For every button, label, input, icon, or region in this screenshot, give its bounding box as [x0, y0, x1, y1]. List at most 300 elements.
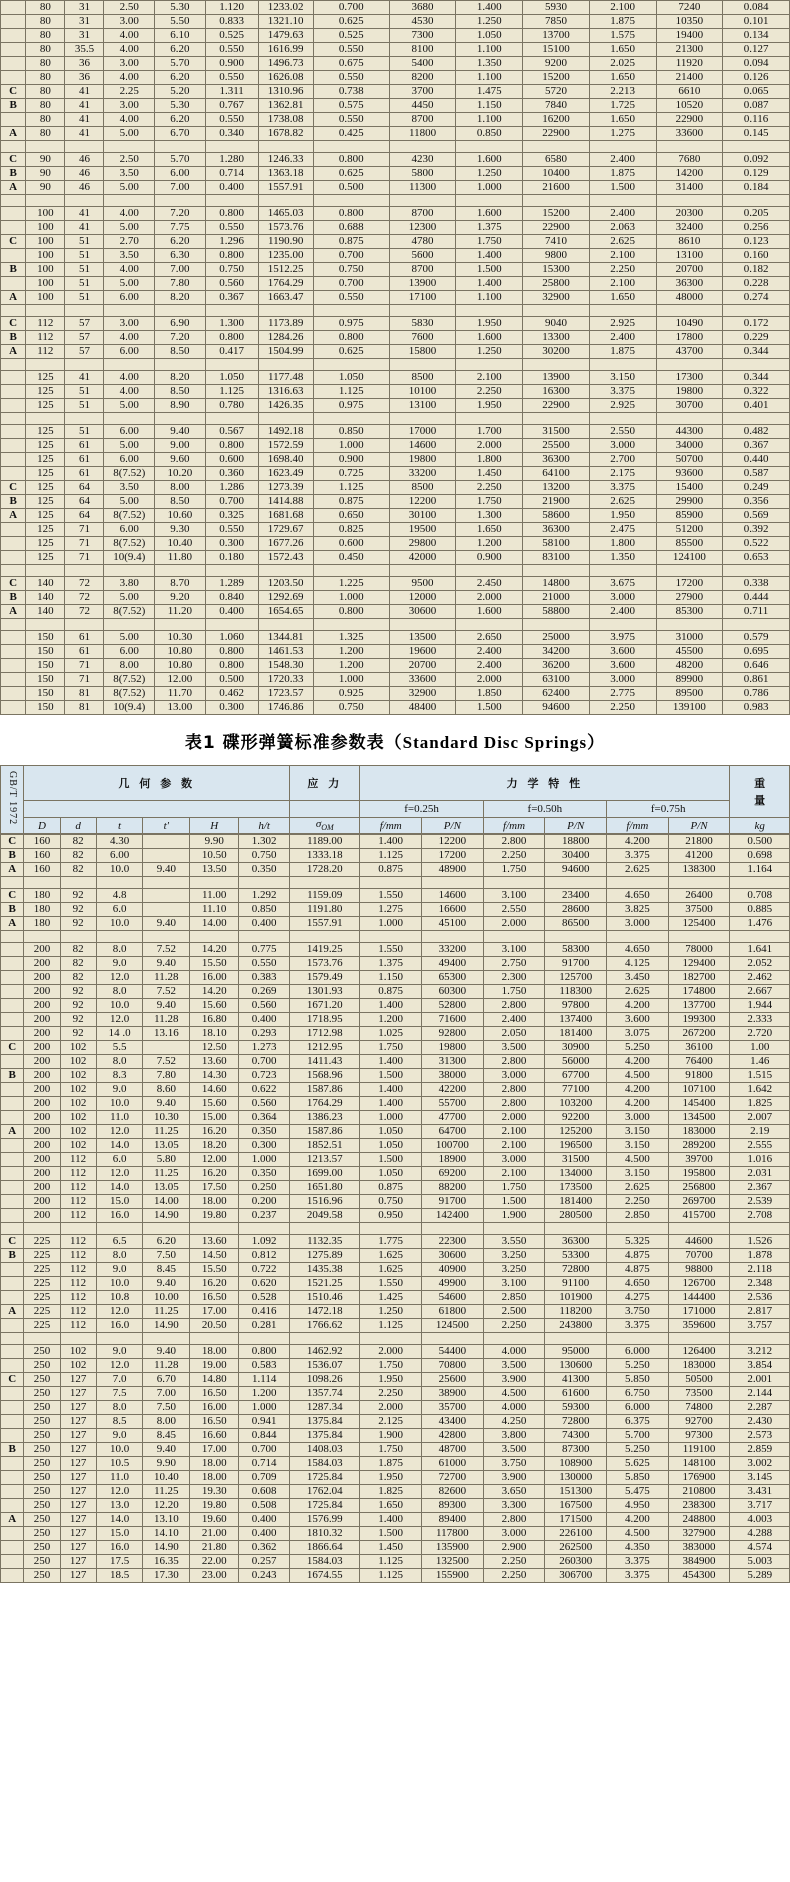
data-cell: 2.100: [589, 1, 656, 15]
spacer-cell: [656, 195, 723, 207]
data-cell: 1.000: [313, 439, 389, 453]
group-cell: [1, 523, 26, 537]
data-cell: 5.475: [607, 1485, 669, 1499]
data-cell: 5.80: [143, 1153, 190, 1167]
data-cell: 2.555: [730, 1139, 790, 1153]
spacer-cell: [313, 305, 389, 317]
data-cell: 3.250: [483, 1263, 545, 1277]
data-cell: 127: [60, 1429, 96, 1443]
table-row: [1, 659, 790, 673]
data-cell: 2.800: [483, 1083, 545, 1097]
data-cell: 0.364: [239, 1111, 290, 1125]
data-cell: 1.286: [205, 481, 258, 495]
data-cell: 359600: [668, 1319, 730, 1333]
spacer-cell: [483, 931, 545, 943]
group-cell: [1, 453, 26, 467]
data-cell: 0.356: [723, 495, 790, 509]
group-cell: B: [1, 263, 26, 277]
data-cell: 14.0: [96, 1513, 143, 1527]
data-cell: 72: [65, 591, 104, 605]
data-cell: 7.00: [155, 263, 206, 277]
data-cell: 125: [26, 551, 65, 565]
data-cell: 103200: [545, 1097, 607, 1111]
spacer-cell: [26, 565, 65, 577]
spacer-cell: [483, 877, 545, 889]
data-cell: 15.50: [190, 957, 239, 971]
data-cell: 28600: [545, 903, 607, 917]
data-cell: 10.20: [155, 467, 206, 481]
data-cell: 74300: [545, 1429, 607, 1443]
spacer-cell: [26, 195, 65, 207]
data-cell: 47700: [422, 1111, 484, 1125]
data-cell: 80: [26, 71, 65, 85]
data-cell: 1548.30: [258, 659, 313, 673]
data-cell: 5.30: [155, 1, 206, 15]
data-cell: 60300: [422, 985, 484, 999]
spacer-cell: [589, 305, 656, 317]
spec-table-bottom: [0, 834, 790, 1583]
data-cell: 0.625: [313, 345, 389, 359]
data-cell: 1411.43: [290, 1055, 360, 1069]
data-cell: 1.825: [730, 1097, 790, 1111]
data-cell: 2.750: [483, 957, 545, 971]
data-cell: 0.205: [723, 207, 790, 221]
data-cell: 38900: [422, 1387, 484, 1401]
data-cell: 0.775: [239, 943, 290, 957]
data-cell: 5.00: [104, 439, 155, 453]
data-cell: 92: [60, 1027, 96, 1041]
data-cell: 2.573: [730, 1429, 790, 1443]
data-cell: 226100: [545, 1527, 607, 1541]
data-cell: 124100: [656, 551, 723, 565]
data-cell: 5.00: [104, 181, 155, 195]
weight-line1: 重: [754, 776, 766, 790]
data-cell: 4.00: [104, 263, 155, 277]
data-cell: 4.200: [607, 999, 669, 1013]
data-cell: 1357.74: [290, 1387, 360, 1401]
data-cell: 19.80: [190, 1499, 239, 1513]
data-cell: 21300: [656, 43, 723, 57]
spacer-cell: [313, 141, 389, 153]
data-cell: 0.625: [313, 15, 389, 29]
table-row: [1, 1195, 790, 1209]
data-cell: 71: [65, 537, 104, 551]
data-cell: 8.50: [155, 385, 206, 399]
data-cell: 112: [60, 1181, 96, 1195]
data-cell: 6.20: [143, 1235, 190, 1249]
data-cell: 10.30: [155, 631, 206, 645]
spacer-cell: [456, 359, 523, 371]
data-cell: 6.375: [607, 1415, 669, 1429]
data-cell: 72800: [545, 1263, 607, 1277]
data-cell: 1.750: [483, 985, 545, 999]
data-cell: 18.10: [190, 1027, 239, 1041]
data-cell: 6.20: [155, 71, 206, 85]
data-cell: 6.750: [607, 1387, 669, 1401]
data-cell: 10400: [523, 167, 590, 181]
spacer-cell: [24, 931, 60, 943]
data-cell: 0.833: [205, 15, 258, 29]
data-cell: 89500: [656, 687, 723, 701]
data-cell: 30400: [545, 849, 607, 863]
data-cell: 1510.46: [290, 1291, 360, 1305]
data-cell: 7.75: [155, 221, 206, 235]
data-cell: 248800: [668, 1513, 730, 1527]
table-row: [1, 277, 790, 291]
data-cell: 8(7.52): [104, 687, 155, 701]
data-cell: 200: [24, 1139, 60, 1153]
data-cell: 2.287: [730, 1401, 790, 1415]
data-cell: 3.450: [607, 971, 669, 985]
table-row: [1, 71, 790, 85]
data-cell: 1132.35: [290, 1235, 360, 1249]
table-row: [1, 1139, 790, 1153]
data-cell: 14.30: [190, 1069, 239, 1083]
data-cell: 2.550: [483, 903, 545, 917]
group-cell: B: [1, 167, 26, 181]
data-cell: 0.184: [723, 181, 790, 195]
data-cell: 41: [65, 371, 104, 385]
spacer-cell: [1, 931, 24, 943]
spacer-cell: [545, 1223, 607, 1235]
data-cell: 102: [60, 1041, 96, 1055]
data-cell: 14200: [656, 167, 723, 181]
data-cell: 0.400: [239, 1527, 290, 1541]
data-cell: 25500: [523, 439, 590, 453]
data-cell: 125: [26, 481, 65, 495]
table-row: [1, 1263, 790, 1277]
table-row: [1, 1569, 790, 1583]
data-cell: 1.650: [589, 43, 656, 57]
data-cell: 3.50: [104, 481, 155, 495]
data-cell: 0.583: [239, 1359, 290, 1373]
table-row: [1, 1167, 790, 1181]
data-cell: 17000: [389, 425, 456, 439]
group-cell: [1, 1167, 24, 1181]
data-cell: 2.250: [589, 263, 656, 277]
data-cell: 3.212: [730, 1345, 790, 1359]
data-cell: 13.10: [143, 1513, 190, 1527]
data-cell: 174800: [668, 985, 730, 999]
data-cell: 9.0: [96, 1083, 143, 1097]
data-cell: 200: [24, 957, 60, 971]
data-cell: 3.375: [607, 1319, 669, 1333]
group-cell: [1, 385, 26, 399]
data-cell: 1.400: [360, 1055, 422, 1069]
data-cell: 0.300: [205, 537, 258, 551]
group-cell: [1, 943, 24, 957]
data-cell: 8.0: [96, 943, 143, 957]
data-cell: 51: [65, 263, 104, 277]
data-cell: 61: [65, 453, 104, 467]
spacer-cell: [656, 359, 723, 371]
data-cell: 0.416: [239, 1305, 290, 1319]
spacer-cell: [26, 305, 65, 317]
data-cell: 1.878: [730, 1249, 790, 1263]
data-cell: 0.300: [205, 701, 258, 715]
data-cell: 0.383: [239, 971, 290, 985]
spacer-cell: [589, 195, 656, 207]
data-cell: 1.500: [456, 701, 523, 715]
data-cell: 2.400: [589, 605, 656, 619]
data-cell: 1.944: [730, 999, 790, 1013]
data-cell: 0.711: [723, 605, 790, 619]
spacer-cell: [239, 931, 290, 943]
data-cell: 1292.69: [258, 591, 313, 605]
data-cell: 13300: [523, 331, 590, 345]
data-cell: 1.400: [360, 1097, 422, 1111]
data-cell: 11300: [389, 181, 456, 195]
data-cell: 1728.20: [290, 863, 360, 877]
data-cell: 72: [65, 605, 104, 619]
data-cell: 125: [26, 509, 65, 523]
data-cell: 1.900: [360, 1429, 422, 1443]
data-cell: 1426.35: [258, 399, 313, 413]
data-cell: 18.20: [190, 1139, 239, 1153]
data-cell: 119100: [668, 1443, 730, 1457]
data-cell: 0.825: [313, 523, 389, 537]
data-cell: 1.289: [205, 577, 258, 591]
group-cell: [1, 15, 26, 29]
data-cell: 0.362: [239, 1541, 290, 1555]
data-cell: 260300: [545, 1555, 607, 1569]
data-cell: 0.500: [205, 673, 258, 687]
data-cell: 1.575: [589, 29, 656, 43]
data-cell: 3.000: [483, 1153, 545, 1167]
data-cell: 82: [60, 943, 96, 957]
data-cell: 2.100: [456, 371, 523, 385]
data-cell: 112: [26, 317, 65, 331]
data-cell: 0.714: [205, 167, 258, 181]
group-cell: [1, 1555, 24, 1569]
spacer-cell: [589, 141, 656, 153]
data-cell: 1465.03: [258, 207, 313, 221]
data-cell: 4.875: [607, 1249, 669, 1263]
data-cell: 5.00: [104, 591, 155, 605]
data-cell: 1.950: [456, 317, 523, 331]
data-cell: 250: [24, 1345, 60, 1359]
data-cell: 71: [65, 523, 104, 537]
data-cell: 210800: [668, 1485, 730, 1499]
spacer-cell: [143, 931, 190, 943]
spacer-cell: [656, 413, 723, 425]
data-cell: 0.550: [205, 523, 258, 537]
data-cell: 102: [60, 1125, 96, 1139]
data-cell: 7.0: [96, 1373, 143, 1387]
data-cell: 108900: [545, 1457, 607, 1471]
data-cell: 0.092: [723, 153, 790, 167]
data-cell: 7410: [523, 235, 590, 249]
data-cell: 6580: [523, 153, 590, 167]
data-cell: 2.800: [483, 999, 545, 1013]
spacer-cell: [239, 1333, 290, 1345]
data-cell: 107100: [668, 1083, 730, 1097]
data-cell: 5.00: [104, 277, 155, 291]
data-cell: 10.30: [143, 1111, 190, 1125]
table-spacer-row: [1, 413, 790, 425]
data-cell: 17100: [389, 291, 456, 305]
spacer-cell: [730, 877, 790, 889]
data-cell: 25600: [422, 1373, 484, 1387]
data-cell: 45100: [422, 917, 484, 931]
data-cell: 15200: [523, 71, 590, 85]
data-cell: 1654.65: [258, 605, 313, 619]
data-cell: 4.500: [483, 1387, 545, 1401]
data-cell: 0.875: [360, 863, 422, 877]
group-cell: A: [1, 509, 26, 523]
data-cell: 5.250: [607, 1041, 669, 1055]
data-cell: 5.00: [104, 495, 155, 509]
data-cell: 3.002: [730, 1457, 790, 1471]
data-cell: 1699.00: [290, 1167, 360, 1181]
data-cell: 19500: [389, 523, 456, 537]
data-cell: 16.35: [143, 1555, 190, 1569]
data-cell: 2.050: [483, 1027, 545, 1041]
data-cell: 67700: [545, 1069, 607, 1083]
group-cell: C: [1, 481, 26, 495]
data-cell: 53300: [545, 1249, 607, 1263]
data-cell: 48200: [656, 659, 723, 673]
data-cell: 49400: [422, 957, 484, 971]
spacer-cell: [65, 565, 104, 577]
data-cell: 58600: [523, 509, 590, 523]
data-cell: 8200: [389, 71, 456, 85]
data-cell: 151300: [545, 1485, 607, 1499]
data-cell: 1.125: [360, 1319, 422, 1333]
data-cell: 31500: [523, 425, 590, 439]
data-cell: 1723.57: [258, 687, 313, 701]
data-cell: 21000: [523, 591, 590, 605]
data-cell: 1301.93: [290, 985, 360, 999]
spacer-cell: [656, 619, 723, 631]
data-cell: 64: [65, 481, 104, 495]
data-cell: 3.000: [589, 439, 656, 453]
data-cell: 1.000: [360, 917, 422, 931]
data-cell: 92200: [545, 1111, 607, 1125]
data-cell: 7.52: [143, 985, 190, 999]
table-row: [1, 1443, 790, 1457]
data-cell: 112: [60, 1167, 96, 1181]
spec-table-header: [0, 765, 790, 834]
data-cell: 102: [60, 1345, 96, 1359]
data-cell: 127: [60, 1569, 96, 1583]
data-cell: 8.45: [143, 1263, 190, 1277]
data-cell: 5.30: [155, 99, 206, 113]
data-cell: 20300: [656, 207, 723, 221]
data-cell: 1587.86: [290, 1125, 360, 1139]
data-cell: 140: [26, 605, 65, 619]
data-cell: 37500: [668, 903, 730, 917]
data-cell: 11.25: [143, 1125, 190, 1139]
data-cell: 25800: [523, 277, 590, 291]
data-cell: 10490: [656, 317, 723, 331]
data-cell: 15.60: [190, 999, 239, 1013]
data-cell: 1.050: [456, 29, 523, 43]
data-cell: 22900: [523, 221, 590, 235]
group-cell: [1, 277, 26, 291]
data-cell: 72700: [422, 1471, 484, 1485]
data-cell: 71600: [422, 1013, 484, 1027]
data-cell: 1516.96: [290, 1195, 360, 1209]
data-cell: 0.237: [239, 1209, 290, 1223]
data-cell: 9040: [523, 317, 590, 331]
data-cell: 1.100: [456, 113, 523, 127]
data-cell: 2.720: [730, 1027, 790, 1041]
data-cell: 2.625: [607, 1181, 669, 1195]
data-cell: 1623.49: [258, 467, 313, 481]
data-cell: 8.20: [155, 371, 206, 385]
data-cell: 127: [60, 1555, 96, 1569]
data-cell: 127: [60, 1471, 96, 1485]
data-cell: 1159.09: [290, 889, 360, 903]
data-cell: 1764.29: [290, 1097, 360, 1111]
spacer-cell: [456, 305, 523, 317]
data-cell: 14.90: [143, 1319, 190, 1333]
caption-cn: 表1 碟形弹簧标准参数表: [184, 733, 385, 753]
data-cell: 1.550: [360, 1277, 422, 1291]
data-cell: 1.275: [589, 127, 656, 141]
data-cell: 82: [60, 835, 96, 849]
data-cell: 22.00: [190, 1555, 239, 1569]
data-cell: 0.875: [313, 495, 389, 509]
data-cell: 19.80: [190, 1209, 239, 1223]
data-cell: 125: [26, 537, 65, 551]
spacer-cell: [290, 1333, 360, 1345]
group-cell: [1, 1429, 24, 1443]
data-cell: 5930: [523, 1, 590, 15]
data-cell: 19800: [389, 453, 456, 467]
data-cell: 2.625: [589, 235, 656, 249]
data-cell: 0.256: [723, 221, 790, 235]
data-cell: 127: [60, 1541, 96, 1555]
data-cell: 6.000: [607, 1345, 669, 1359]
data-cell: 11.28: [143, 971, 190, 985]
group-cell: [1, 1471, 24, 1485]
data-cell: 13700: [523, 29, 590, 43]
data-cell: 35.5: [65, 43, 104, 57]
group-cell: [1, 1263, 24, 1277]
data-cell: 4.200: [607, 1083, 669, 1097]
data-cell: 17200: [656, 577, 723, 591]
data-cell: 3.375: [607, 849, 669, 863]
data-cell: 1.642: [730, 1083, 790, 1097]
table-row: [1, 167, 790, 181]
data-cell: 2.118: [730, 1263, 790, 1277]
data-cell: 0.560: [239, 999, 290, 1013]
data-cell: 9200: [523, 57, 590, 71]
data-cell: 1.250: [456, 15, 523, 29]
spacer-cell: [607, 931, 669, 943]
data-cell: 200: [24, 1209, 60, 1223]
data-cell: 100700: [422, 1139, 484, 1153]
data-cell: 1333.18: [290, 849, 360, 863]
col-f1: f/mm: [360, 818, 422, 834]
data-cell: 29900: [656, 495, 723, 509]
table-row: [1, 957, 790, 971]
data-cell: 1.125: [313, 385, 389, 399]
data-cell: 0.087: [723, 99, 790, 113]
data-cell: 1.200: [313, 645, 389, 659]
data-cell: 0.885: [730, 903, 790, 917]
data-cell: 5600: [389, 249, 456, 263]
data-cell: 2.250: [483, 1319, 545, 1333]
data-cell: 1.526: [730, 1235, 790, 1249]
data-cell: 171500: [545, 1513, 607, 1527]
data-cell: 0.800: [313, 207, 389, 221]
table-row: [1, 537, 790, 551]
data-cell: 97800: [545, 999, 607, 1013]
data-cell: 80: [26, 43, 65, 57]
